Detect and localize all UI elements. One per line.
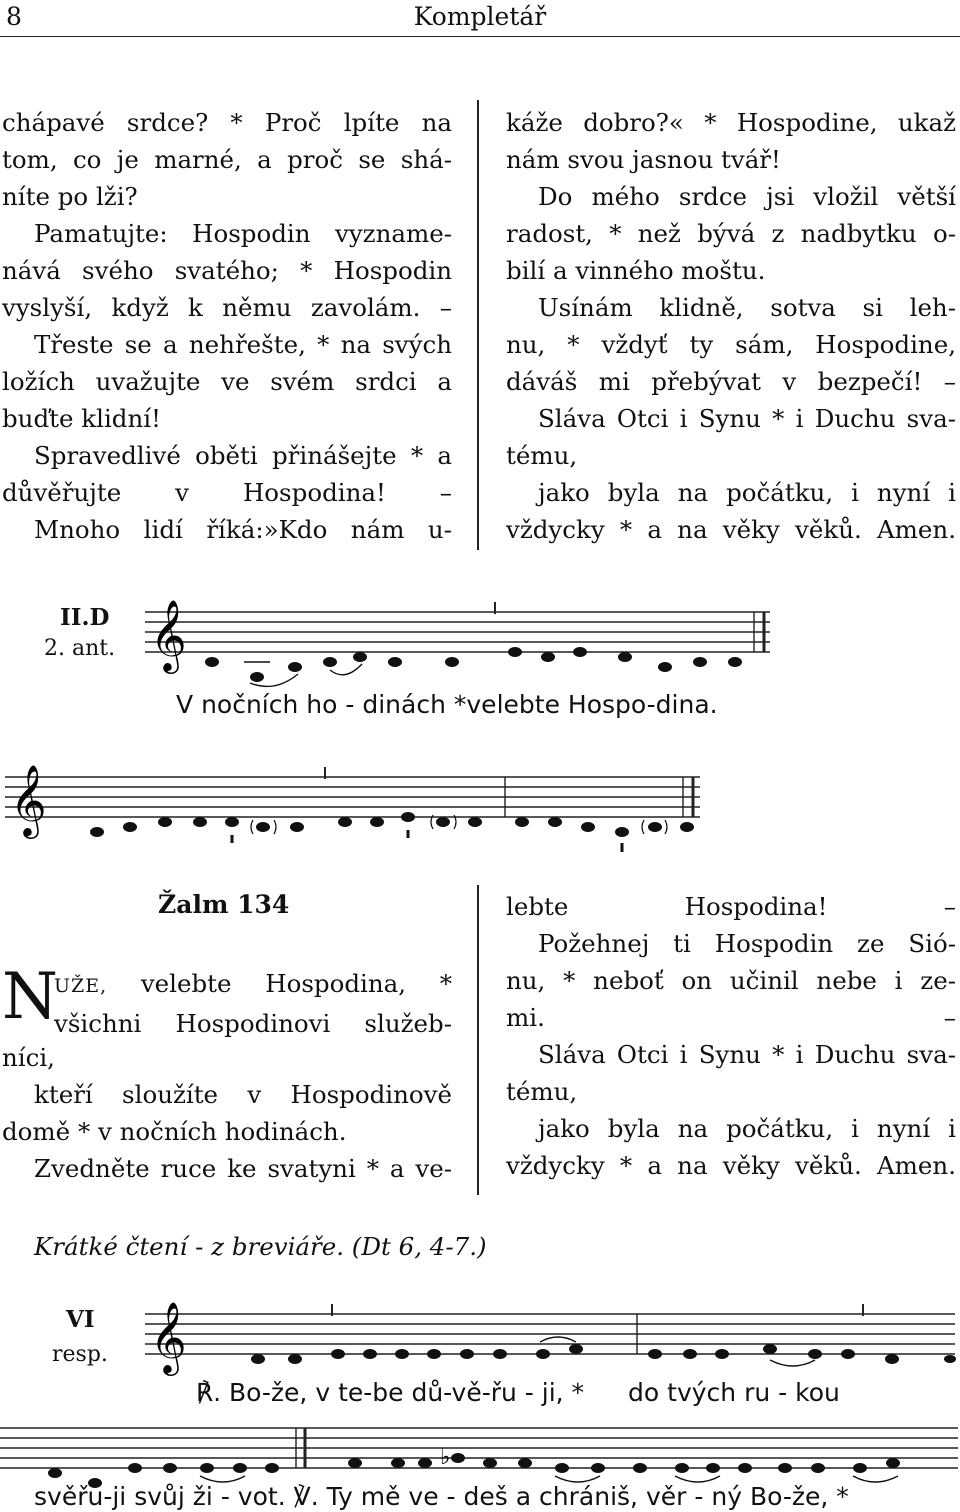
note	[944, 1355, 956, 1363]
note	[418, 1458, 432, 1468]
text-line: důvěřujte v Hospodina! –	[2, 478, 452, 507]
note	[493, 1349, 507, 1359]
text-line: všichni Hospodinovi služeb-	[54, 1009, 452, 1038]
lyric-syllable: ný	[711, 1482, 742, 1511]
treble-clef-icon: 𝄞	[150, 598, 187, 671]
note	[811, 1463, 825, 1473]
note	[233, 1463, 247, 1473]
note	[569, 1344, 583, 1354]
note	[205, 657, 219, 667]
note	[683, 1349, 697, 1359]
text-line: nává svého svatého; * Hospodin	[2, 256, 452, 285]
note	[401, 812, 415, 822]
note	[633, 1463, 647, 1473]
note	[648, 1349, 662, 1359]
lyric-syllable: ži	[192, 1482, 213, 1511]
drop-cap: N	[2, 960, 58, 1034]
note	[508, 647, 522, 657]
lyric-syllable: svěřu-ji	[34, 1482, 127, 1511]
text-fragment: velebte Hospodina, *	[140, 969, 452, 998]
lyric-syllable: tvých	[667, 1378, 737, 1407]
antiphon-lyrics	[176, 690, 718, 719]
lyric-syllable: mě	[360, 1482, 401, 1511]
note	[808, 1349, 822, 1359]
lyric-syllable: -	[446, 1482, 456, 1511]
text-line: tému,	[506, 1077, 578, 1106]
psalm-continued-right-column	[506, 104, 956, 548]
note	[680, 822, 694, 832]
note	[778, 1463, 792, 1473]
text-line: mi. –	[506, 1003, 956, 1032]
note	[451, 1453, 465, 1463]
text-line: kteří sloužíte v Hospodinově	[34, 1080, 452, 1109]
text-line: dáváš mi přebývat v bezpečí! –	[506, 367, 956, 396]
text-line: Mnoho lidí říká:»Kdo nám u-	[34, 515, 452, 544]
note	[573, 647, 587, 657]
psalm-right-column	[506, 888, 956, 1184]
note	[648, 822, 662, 832]
lyric-syllable: ho	[306, 690, 338, 719]
note	[288, 662, 302, 672]
lyric-syllable: ve	[408, 1482, 439, 1511]
psalm-left-column	[2, 960, 452, 1187]
lyric-syllable: svůj	[134, 1482, 185, 1511]
text-line: nu, * neboť on učinil nebe i ze-	[506, 966, 956, 995]
psalm-tone-notes	[90, 812, 694, 837]
text-line: tému,	[506, 441, 578, 470]
note	[388, 657, 402, 667]
note	[331, 1349, 345, 1359]
note	[518, 1458, 532, 1468]
text-line: bilí a vinného moštu.	[506, 256, 766, 285]
lyric-syllable: věr	[645, 1482, 687, 1511]
text-line: domě * v nočních hodinách.	[2, 1117, 347, 1146]
lyric-syllable: deš	[463, 1482, 508, 1511]
note	[515, 817, 529, 827]
lyric-segment: ℟. Bo-že, v te-be dů-vě-řu - ji, *	[196, 1378, 585, 1407]
text-line: vždycky * a na věky věků. Amen.	[506, 515, 956, 544]
lyric-syllable: kou	[795, 1378, 840, 1407]
lyric-syllable: *	[453, 690, 467, 719]
text-line: lebte Hospodina! –	[506, 892, 956, 921]
text-line: ložích uvažujte ve svém srdci a	[2, 367, 452, 396]
text-line: Sláva Otci i Synu * i Duchu sva-	[538, 1040, 956, 1069]
lyric-syllable: -	[778, 1378, 788, 1407]
psalm-title: Žalm 134	[158, 890, 290, 919]
lyric-syllable: a	[515, 1482, 532, 1511]
text-line: Třeste se a nehřešte, * na svých	[34, 330, 452, 359]
text-line: vždycky * a na věky věků. Amen.	[506, 1151, 956, 1180]
note	[338, 817, 352, 827]
lyric-syllable: -	[220, 1482, 230, 1511]
text-line: chápavé srdce? * Proč lpíte na	[2, 108, 452, 137]
column-divider	[477, 100, 479, 550]
note	[728, 657, 742, 667]
text-line: Sláva Otci i Synu * i Duchu sva-	[538, 404, 956, 433]
note	[251, 1354, 265, 1364]
note	[536, 1349, 550, 1359]
note	[250, 672, 264, 682]
flat-sign-icon: ♭	[440, 1445, 451, 1470]
note	[158, 817, 172, 827]
lyric-syllable: -	[345, 690, 355, 719]
lyric-syllable: dinách	[362, 690, 446, 719]
smallcaps-word: UŽE,	[54, 975, 108, 997]
note	[391, 1458, 405, 1468]
psalm-continued-left-column	[2, 104, 452, 548]
responsory-lyrics-1	[196, 1378, 840, 1407]
antiphon-staff	[140, 590, 780, 690]
text-line: Pamatujte: Hospodin vyzname-	[34, 219, 452, 248]
note	[427, 1349, 441, 1359]
note	[256, 822, 270, 832]
note	[163, 1463, 177, 1473]
text-line: jako byla na počátku, i nyní i	[538, 1114, 956, 1143]
note	[548, 817, 562, 827]
note	[483, 1458, 497, 1468]
text-line: vyslyší, když k němu zavolám. –	[2, 293, 452, 322]
note	[265, 1463, 279, 1473]
note	[363, 1349, 377, 1359]
header-rule	[0, 36, 960, 37]
treble-clef-icon: 𝄞	[10, 763, 47, 836]
antiphon-label: 2. ant.	[44, 636, 116, 661]
note	[581, 822, 595, 832]
note	[323, 657, 337, 667]
text-line: Požehnej ti Hospodin ze Sió-	[538, 929, 956, 958]
note	[555, 1463, 569, 1473]
note	[738, 1463, 752, 1473]
lyric-syllable: nočních	[201, 690, 299, 719]
lyric-syllable: -	[694, 1482, 704, 1511]
lyric-segment: Bo-že, *	[749, 1482, 849, 1511]
note	[885, 1354, 899, 1364]
note	[445, 657, 459, 667]
note	[193, 817, 207, 827]
antiphon-mode: II.D	[60, 604, 110, 631]
note	[348, 1458, 362, 1468]
note	[200, 1463, 214, 1473]
note	[370, 817, 384, 827]
note	[90, 827, 104, 837]
note	[841, 1349, 855, 1359]
note	[468, 817, 482, 827]
note	[460, 1349, 474, 1359]
column-divider	[477, 885, 479, 1195]
note	[618, 652, 632, 662]
responsory-staff-1	[140, 1292, 960, 1392]
treble-clef-icon: 𝄞	[150, 1300, 187, 1373]
note	[591, 1463, 605, 1473]
note	[395, 1349, 409, 1359]
text-line	[54, 965, 452, 1005]
page-title: Kompletář	[413, 2, 547, 31]
note	[763, 1344, 777, 1354]
note	[886, 1458, 900, 1468]
text-line: níci,	[2, 1043, 55, 1072]
lyric-syllable: V	[176, 690, 194, 719]
text-line: Usínám klidně, sotva si leh-	[538, 293, 956, 322]
lyric-syllable: velebte	[466, 690, 560, 719]
text-line: nu, * vždyť ty sám, Hospodine,	[506, 330, 956, 359]
note	[48, 1468, 62, 1478]
note	[123, 822, 137, 832]
short-reading-title: Krátké čtení - z breviáře. (Dt 6, 4-7.)	[34, 1232, 487, 1261]
note	[715, 1349, 729, 1359]
text-line: Zvedněte ruce ke svatyni * a ve-	[34, 1154, 452, 1183]
note	[225, 817, 239, 827]
responsory-mode: VI	[66, 1306, 95, 1333]
psalm-tone-staff	[0, 755, 720, 860]
text-line: nám svou jasnou tvář!	[506, 145, 781, 174]
responsory-label: resp.	[52, 1342, 108, 1367]
note	[128, 1463, 142, 1473]
text-line: níte po lži?	[2, 182, 138, 211]
text-line: buďte klidní!	[2, 404, 161, 433]
page-number: 8	[6, 2, 22, 31]
note	[853, 1463, 867, 1473]
text-line: radost, * než bývá z nadbytku o-	[506, 219, 956, 248]
note	[706, 1463, 720, 1473]
note	[693, 657, 707, 667]
note	[290, 822, 304, 832]
text-line: káže dobro?« * Hospodine, ukaž	[506, 108, 956, 137]
note	[353, 652, 367, 662]
text-line: jako byla na počátku, i nyní i	[538, 478, 956, 507]
lyric-syllable: ru	[744, 1378, 771, 1407]
lyric-syllable: chrániš,	[539, 1482, 638, 1511]
text-line: Do mého srdce jsi vložil větší	[538, 182, 956, 211]
lyric-syllable: Hospo-dina.	[567, 690, 718, 719]
note	[615, 827, 629, 837]
note	[675, 1463, 689, 1473]
note	[658, 662, 672, 672]
text-line: Spravedlivé oběti přinášejte * a	[34, 441, 452, 470]
note	[541, 652, 555, 662]
note	[436, 817, 450, 827]
note	[288, 1354, 302, 1364]
text-line: tom, co je marné, a proč se shá-	[2, 145, 452, 174]
lyric-segment: ℣. Ty	[293, 1482, 353, 1511]
responsory-lyrics-2	[34, 1482, 849, 1511]
lyric-syllable: do	[628, 1378, 660, 1407]
lyric-syllable: vot.	[237, 1482, 286, 1511]
